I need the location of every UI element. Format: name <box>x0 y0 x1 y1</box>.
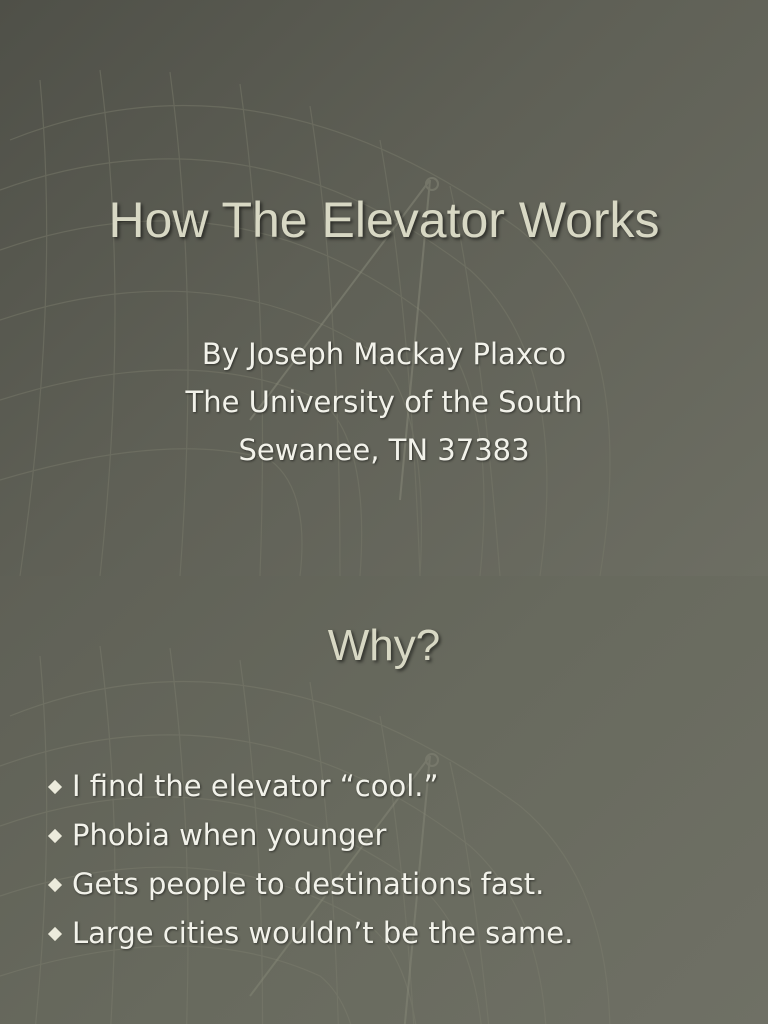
bullet-text: Phobia when younger <box>72 818 387 852</box>
institution-line: The University of the South <box>185 385 583 419</box>
location-line: Sewanee, TN 37383 <box>238 433 530 467</box>
bullet-list <box>46 762 746 958</box>
diamond-bullet-icon <box>48 877 62 891</box>
slide-title: How The Elevator Works <box>108 192 660 248</box>
list-item <box>46 909 746 958</box>
content-slide <box>0 576 768 1024</box>
bullet-text: Large cities wouldn’t be the same. <box>72 916 574 950</box>
bullet-text: I find the elevator “cool.” <box>72 769 439 803</box>
slide-subtitle <box>0 330 768 474</box>
author-line: By Joseph Mackay Plaxco <box>201 337 567 371</box>
slide-title: Why? <box>327 621 441 670</box>
list-item <box>46 860 746 909</box>
list-item <box>46 811 746 860</box>
diamond-bullet-icon <box>48 779 62 793</box>
diamond-bullet-icon <box>48 926 62 940</box>
list-item <box>46 762 746 811</box>
diamond-bullet-icon <box>48 828 62 842</box>
bullet-text: Gets people to destinations fast. <box>72 867 545 901</box>
